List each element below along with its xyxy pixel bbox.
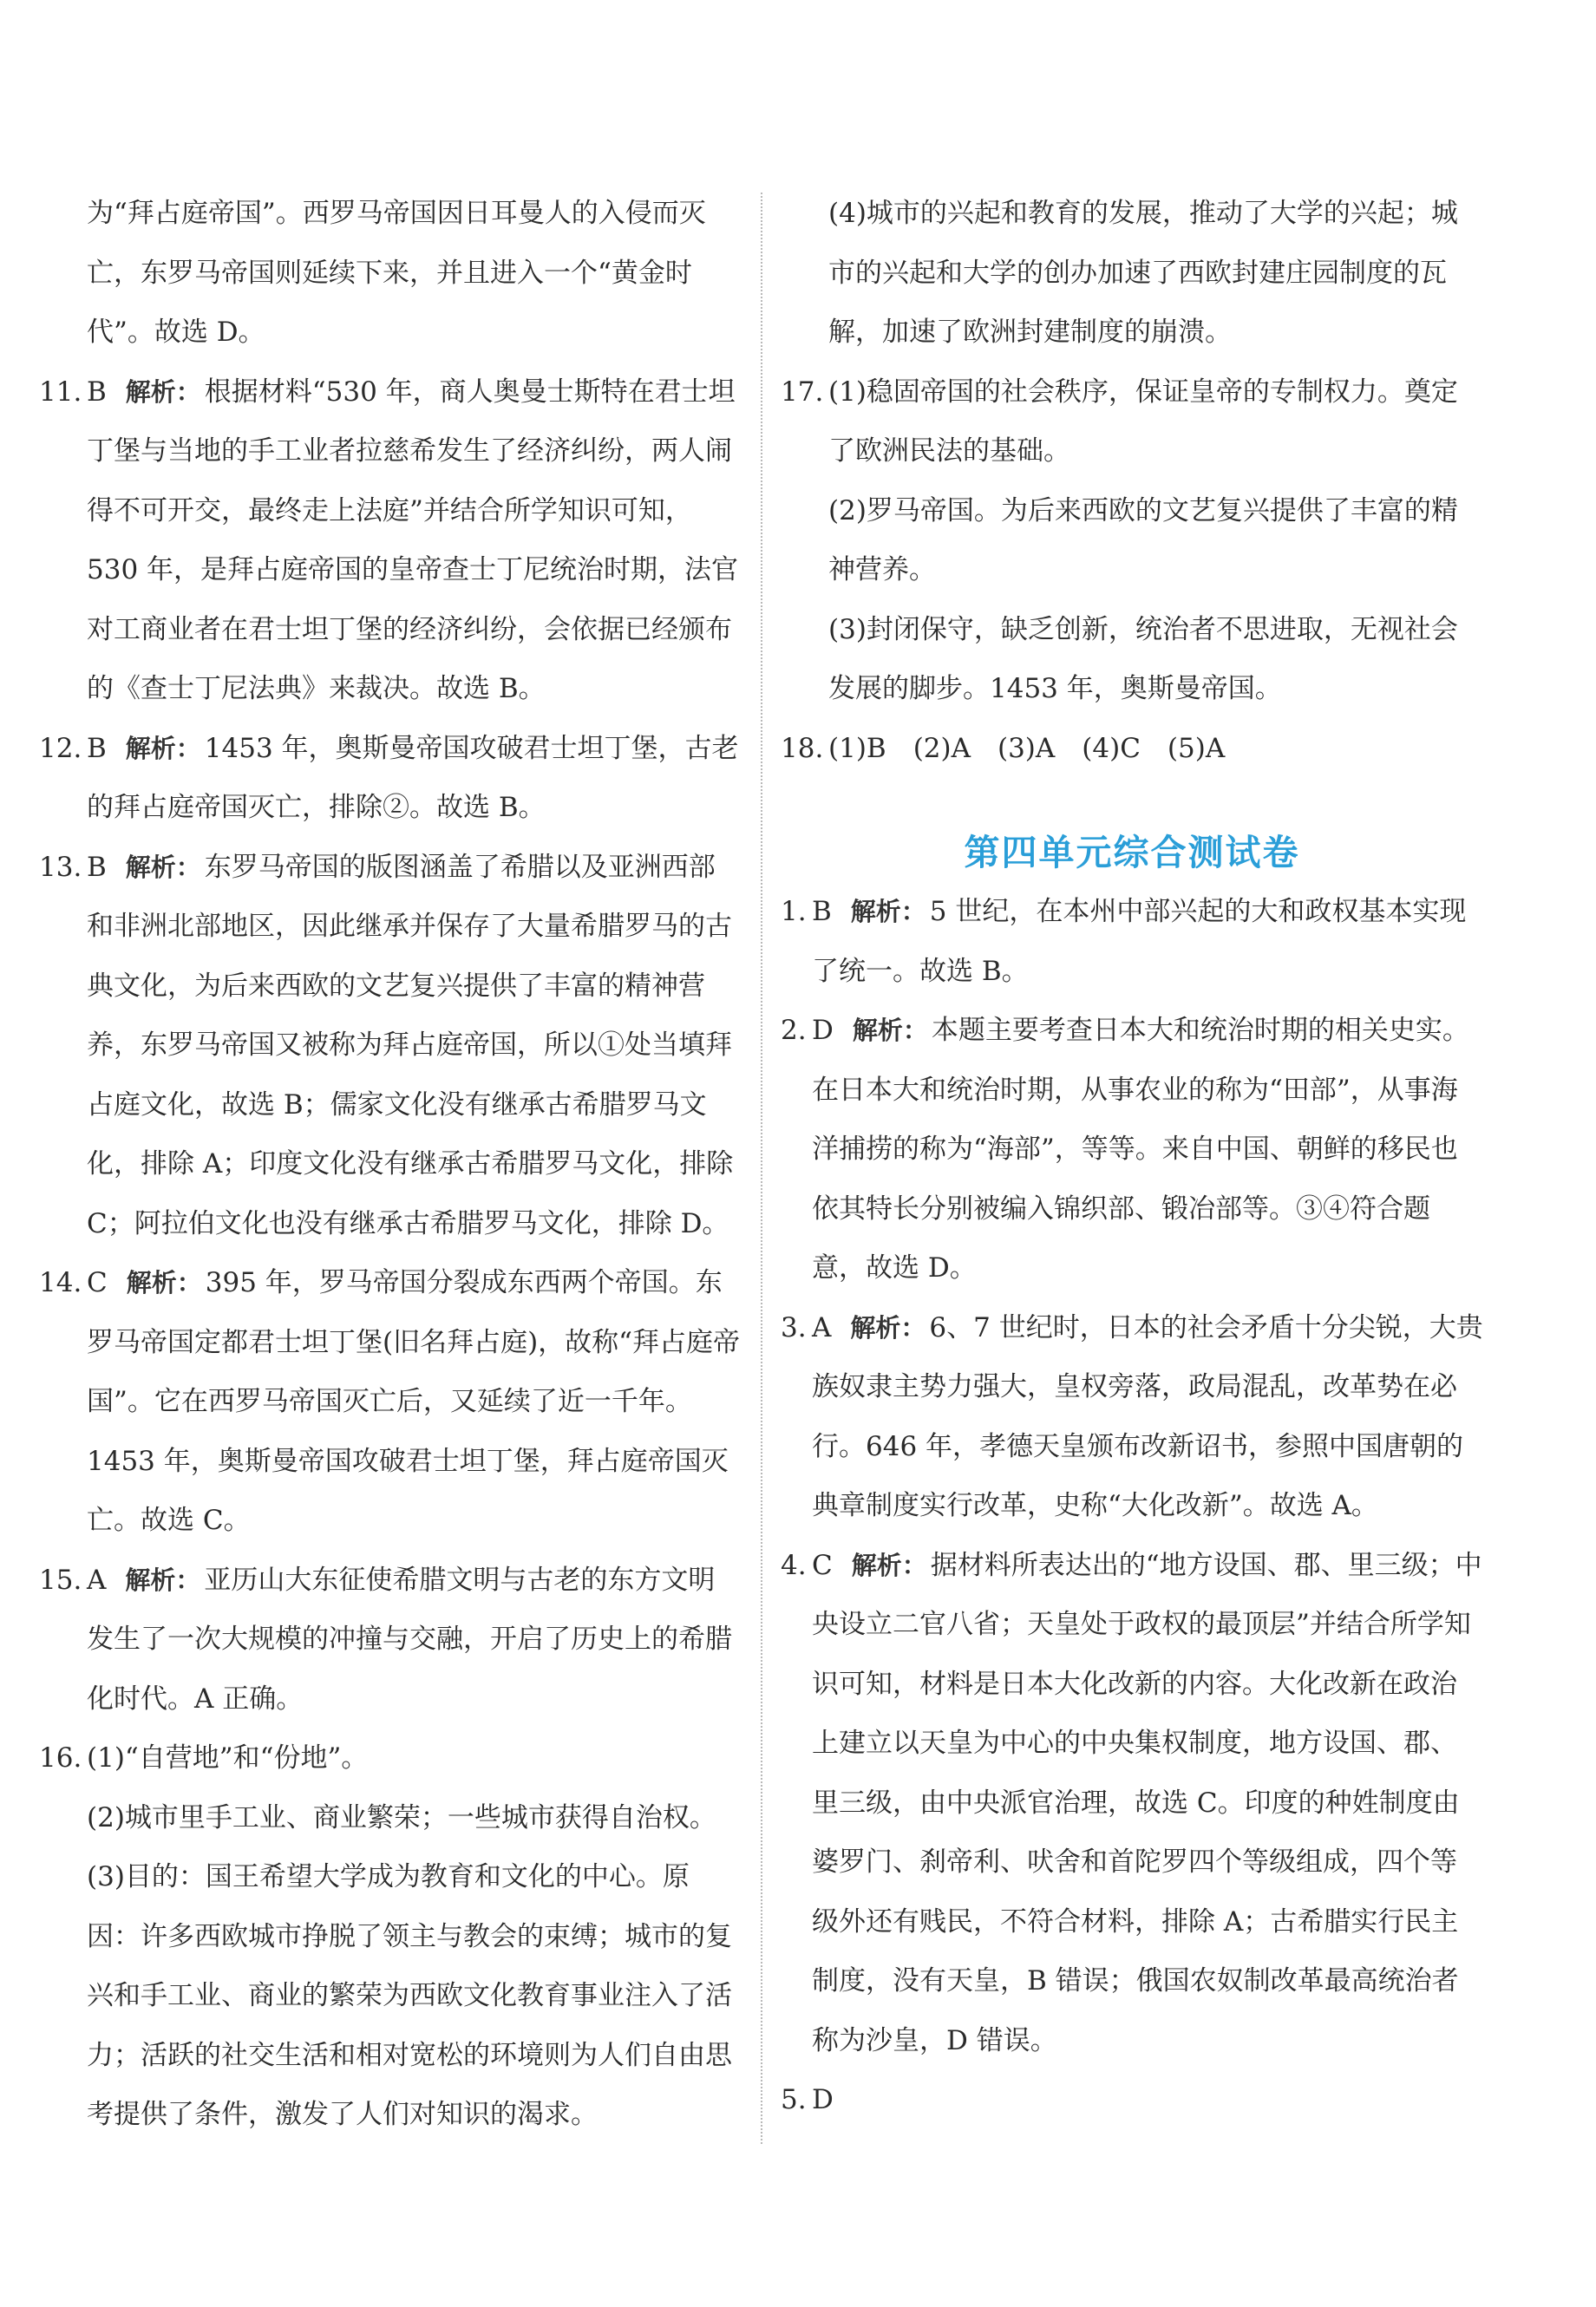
answer-item-3 xyxy=(781,1298,1483,1536)
answer-item-16 xyxy=(39,1729,742,1788)
analysis-text: 6、7 世纪时，日本的社会矛盾十分尖锐，大贵族奴隶主势力强大，皇权旁落，政局混乱，改革势在必行。646 年，孝德天皇颁布改新诏书，参照中国唐朝的典章制度实行改革，史称“大化改新”。故选 A。 xyxy=(812,1311,1483,1521)
item-answer: B xyxy=(812,896,832,927)
answer-item-11 xyxy=(39,363,742,719)
item-answer: A xyxy=(87,1564,107,1596)
item-number: 18. xyxy=(781,732,824,764)
left-column xyxy=(39,184,742,2145)
section-title: 第四单元综合测试卷 xyxy=(964,832,1300,873)
analysis-label: 解析： xyxy=(126,1268,202,1297)
item-answer: B xyxy=(87,851,107,883)
item-number: 2. xyxy=(781,1015,807,1046)
analysis-text: 本题主要考查日本大和统治时期的相关史实。在日本大和统治时期，从事农业的称为“田部”，从事海洋捕捞的称为“海部”，等等。来自中国、朝鲜的移民也依其特长分别被编入锦织部、锻冶部等。③④符合题意，故选 D。 xyxy=(812,1015,1469,1284)
answer-item-18 xyxy=(781,719,1483,779)
analysis-label: 解析： xyxy=(125,376,201,407)
analysis-text: 1453 年，奥斯曼帝国攻破君士坦丁堡，古老的拜占庭帝国灭亡，排除②。故选 B。 xyxy=(87,732,739,823)
analysis-label: 解析： xyxy=(852,1016,928,1045)
analysis-label: 解析： xyxy=(850,897,926,926)
analysis-text: 东罗马帝国的版图涵盖了希腊以及亚洲西部和非洲北部地区，因此继承并保存了大量希腊罗马的古典文化，为后来西欧的文艺复兴提供了丰富的精神营养，东罗马帝国又被称为拜占庭帝国，所以①处当填拜占庭文化，故选 B；儒家文化没有继承古希腊罗马文化，排除 A；印度文化没有继承古希腊罗马文化，排除 C；阿拉伯文化也没有继承古希腊罗马文化，排除 D。 xyxy=(87,851,734,1239)
answer-list: (1)B (2)A (3)A (4)C (5)A xyxy=(828,732,1226,764)
answer-item-5 xyxy=(781,2070,1483,2130)
analysis-label: 解析： xyxy=(851,1550,927,1580)
analysis-text: 据材料所表达出的“地方设国、郡、里三级；中央设立二官八省；天皇处于政权的最顶层”并结合所学知识可知，材料是日本大化改新的内容。大化改新在政治上建立以天皇为中心的中央集权制度，地方设国、郡、里三级，由中央派官治理，故选 C。印度的种姓制度由婆罗门、刹帝利、吠舍和首陀罗四个等级组成，四个等级外还有贱民，不符合材料，排除 A；古希腊实行民主制度，没有天皇，B 错误；俄国农奴制改革最高统治者称为沙皇，D 错误。 xyxy=(812,1549,1482,2056)
item-number: 14. xyxy=(39,1267,82,1298)
sub-answer: (2)罗马帝国。为后来西欧的文艺复兴提供了丰富的精神营养。 xyxy=(828,494,1458,585)
item-number: 12. xyxy=(39,732,82,764)
sub-answer: (2)城市里手工业、商业繁荣；一些城市获得自治权。 xyxy=(87,1801,716,1833)
item-number: 4. xyxy=(781,1549,807,1581)
item-answer: B xyxy=(87,376,107,408)
answer-item-15 xyxy=(39,1551,742,1729)
right-column xyxy=(781,184,1483,2130)
item-number: 16. xyxy=(39,1742,82,1774)
item-number: 5. xyxy=(781,2084,807,2115)
analysis-label: 解析： xyxy=(850,1312,926,1343)
answer-item-2 xyxy=(781,1001,1483,1298)
item-answer: C xyxy=(812,1549,833,1581)
sub-answer: (1)“自营地”和“份地”。 xyxy=(87,1742,369,1774)
item-answer: D xyxy=(812,1015,834,1046)
sub-answer: (3)目的：国王希望大学成为教育和文化的中心。原因：许多西欧城市挣脱了领主与教会的束缚；城市的复兴和手工业、商业的繁荣为西欧文化教育事业注入了活力；活跃的社交生活和相对宽松的环境则为人们自由思考提供了条件，激发了人们对知识的渴求。 xyxy=(87,1861,732,2130)
item-answer: A xyxy=(812,1311,832,1343)
column-divider xyxy=(761,193,762,2144)
answer-item-13 xyxy=(39,838,742,1254)
item-number: 15. xyxy=(39,1564,82,1596)
item-number: 3. xyxy=(781,1311,807,1343)
item-number: 13. xyxy=(39,851,82,883)
answer-item-4 xyxy=(781,1536,1483,2071)
answer-item-1 xyxy=(781,882,1483,1001)
answer-item-14 xyxy=(39,1253,742,1551)
item-number: 11. xyxy=(39,376,82,408)
analysis-text: 根据材料“530 年，商人奥曼士斯特在君士坦丁堡与当地的手工业者拉慈希发生了经济纠纷，两人闹得不可开交，最终走上法庭”并结合所学知识可知，530 年，是拜占庭帝国的皇帝查士丁尼统治时期，法官对工商业者在君士坦丁堡的经济纠纷，会依据已经颁布的《查士丁尼法典》来裁决。故选 B。 xyxy=(87,376,739,704)
q16-part4: (4)城市的兴起和教育的发展，推动了大学的兴起；城市的兴起和大学的创办加速了西欧封建庄园制度的瓦解，加速了欧洲封建制度的崩溃。 xyxy=(828,198,1458,348)
item-answer: B xyxy=(87,732,107,764)
item-answer: D xyxy=(812,2084,834,2115)
item-number: 1. xyxy=(781,896,807,927)
analysis-label: 解析： xyxy=(125,1565,201,1595)
analysis-text: 亚历山大东征使希腊文明与古老的东方文明发生了一次大规模的冲撞与交融，开启了历史上的希腊化时代。A 正确。 xyxy=(87,1564,732,1715)
sub-answer: (3)封闭保守，缺乏创新，统治者不思进取，无视社会发展的脚步。1453 年，奥斯曼帝国。 xyxy=(828,613,1458,704)
item-answer: C xyxy=(87,1267,108,1298)
analysis-label: 解析： xyxy=(125,852,201,882)
analysis-label: 解析： xyxy=(125,733,201,763)
analysis-text: 395 年，罗马帝国分裂成东西两个帝国。东罗马帝国定都君士坦丁堡(旧名拜占庭)，故称“拜占庭帝国”。它在西罗马帝国灭亡后，又延续了近一千年。1453 年，奥斯曼帝国攻破君士坦丁堡，拜占庭帝国灭亡。故选 C。 xyxy=(87,1267,741,1536)
analysis-text: 5 世纪，在本州中部兴起的大和政权基本实现了统一。故选 B。 xyxy=(812,896,1467,987)
sub-answer: (1)稳固帝国的社会秩序，保证皇帝的专制权力。奠定了欧洲民法的基础。 xyxy=(828,376,1458,467)
answer-item-12 xyxy=(39,719,742,838)
item-number: 17. xyxy=(781,376,824,408)
q10-tail: 为“拜占庭帝国”。西罗马帝国因日耳曼人的入侵而灭亡，东罗马帝国则延续下来，并且进入一个“黄金时代”。故选 D。 xyxy=(87,198,706,348)
answer-item-17 xyxy=(781,363,1483,481)
